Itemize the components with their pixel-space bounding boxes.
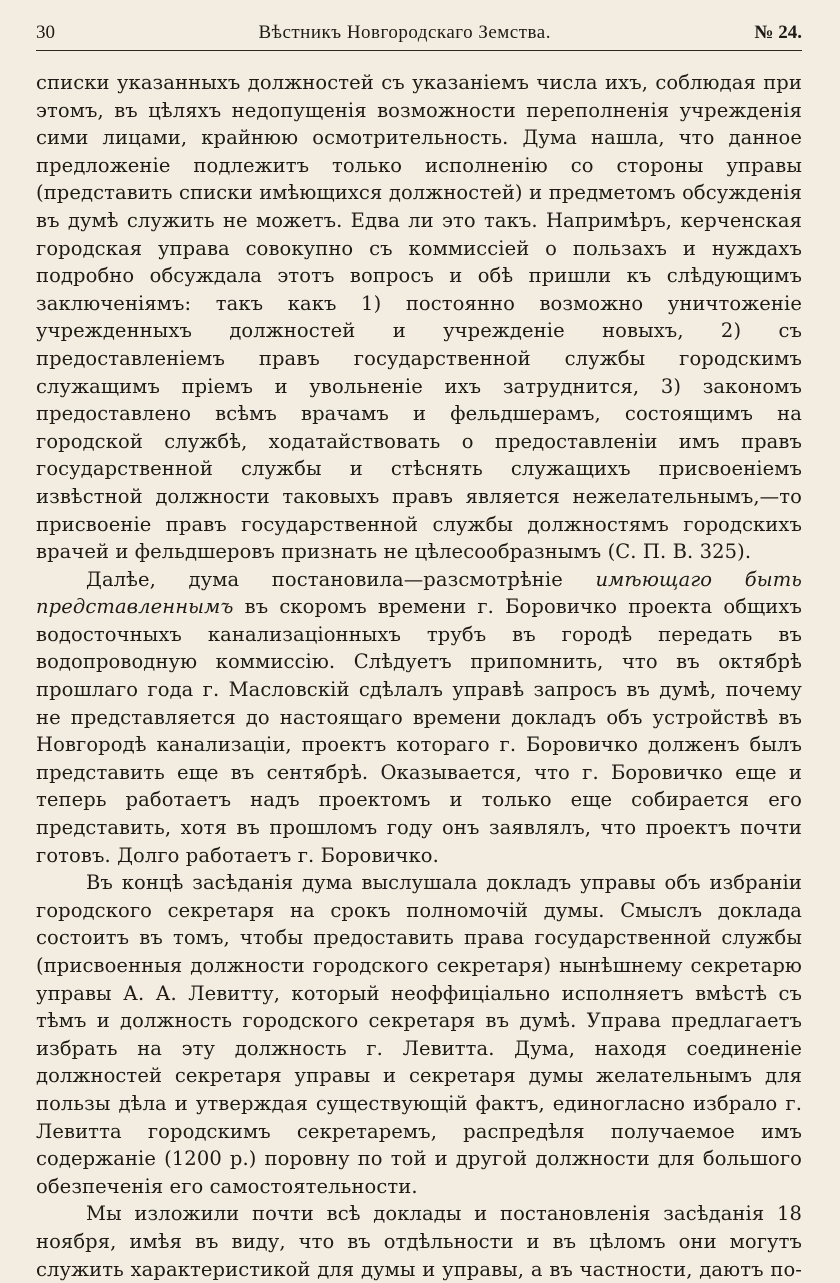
- paragraph-sewer-project: [36, 566, 802, 870]
- journal-title: Вѣстникъ Новгородскаго Земства.: [258, 22, 551, 43]
- paragraph-text-before: Далѣе, дума постановила—разсмотрѣніе: [86, 567, 596, 591]
- issue-number: № 24.: [754, 22, 802, 43]
- paragraph-conclusion: Мы изложили почти всѣ доклады и постановленія засѣданія 18 ноября, имѣя въ виду, что въ отдѣльности и въ цѣломъ они могутъ служить характеристикой для думы и управы, а въ частности, даютъ по-: [36, 1202, 802, 1281]
- page-number: 30: [36, 22, 55, 43]
- article-body: [36, 69, 802, 1283]
- paragraph-city-secretary: Въ концѣ засѣданія дума выслушала докладъ управы объ избраніи городского секретаря на срокъ полномочій думы. Смыслъ доклада состоитъ въ томъ, чтобы предоставить права государственной службы (присвоенныя должности городского секретаря) нынѣшнему секретарю управы А. А. Левитту, который неоффиціально исполняетъ вмѣстѣ съ тѣмъ и должность городского секретаря въ думѣ. Управа предлагаетъ избрать на эту должность г. Левитта. Дума, находя соединеніе должностей секретаря управы и секретаря думы желательнымъ для пользы дѣла и утверждая существующій фактъ, единогласно избрало г. Левитта городскимъ секретаремъ, распредѣля получаемое имъ содержаніе (1200 р.) поровну по той и другой должности для большого обезпеченія его самостоятельности.: [36, 871, 802, 1198]
- italic-emphasis: имѣющаго быть представленнымъ: [36, 567, 803, 619]
- paragraph-text-after: въ скоромъ времени г. Боровичко проекта общихъ водосточныхъ канализаціонныхъ трубъ въ городѣ передать въ водопроводную коммиссію. Слѣдуетъ припомнить, что въ октябрѣ прошлаго года г. Масловскій сдѣлалъ управѣ запросъ въ думѣ, почему не представляется до настоящаго времени докладъ объ устройствѣ въ Новгородѣ канализаціи, проектъ котораго г. Боровичко долженъ былъ представить еще въ сентябрѣ. Оказывается, что г. Боровичко еще и теперь работаетъ надъ проектомъ и только еще собирается его представить, хотя въ прошломъ году онъ заявлялъ, что проектъ почти готовъ. Долго работаетъ г. Боровичко.: [36, 595, 802, 867]
- paragraph-continuation: списки указанныхъ должностей съ указаніемъ числа ихъ, соблюдая при этомъ, въ цѣляхъ недопущенія возможности переполненія учрежденія сими лицами, крайнюю осмотрительность. Дума нашла, что данное предложеніе подлежитъ только исполненію со стороны управы (представить списки имѣющихся должностей) и предметомъ обсужденія въ думѣ служить не можетъ. Едва ли это такъ. Напримѣръ, керченская городская управа совокупно съ коммиссіей о пользахъ и нуждахъ подробно обсуждала этотъ вопросъ и обѣ пришли къ слѣдующимъ заключеніямъ: такъ какъ 1) постоянно возможно уничтоженіе учрежденныхъ должностей и учрежденіе новыхъ, 2) съ предоставленіемъ правъ государственной службы городскимъ служащимъ пріемъ и увольненіе ихъ затруднится, 3) закономъ предоставлено всѣмъ врачамъ и фельдшерамъ, состоящимъ на городской службѣ, ходатайствовать о предоставленіи имъ правъ государственной службы и стѣснять служащихъ присвоеніемъ извѣстной должности таковыхъ правъ является нежелательнымъ,—то присвоеніе правъ государственной службы должностямъ городскихъ врачей и фельдшеровъ признать не цѣлесообразнымъ (С. П. В. 325).: [36, 71, 802, 564]
- running-header: [36, 22, 802, 51]
